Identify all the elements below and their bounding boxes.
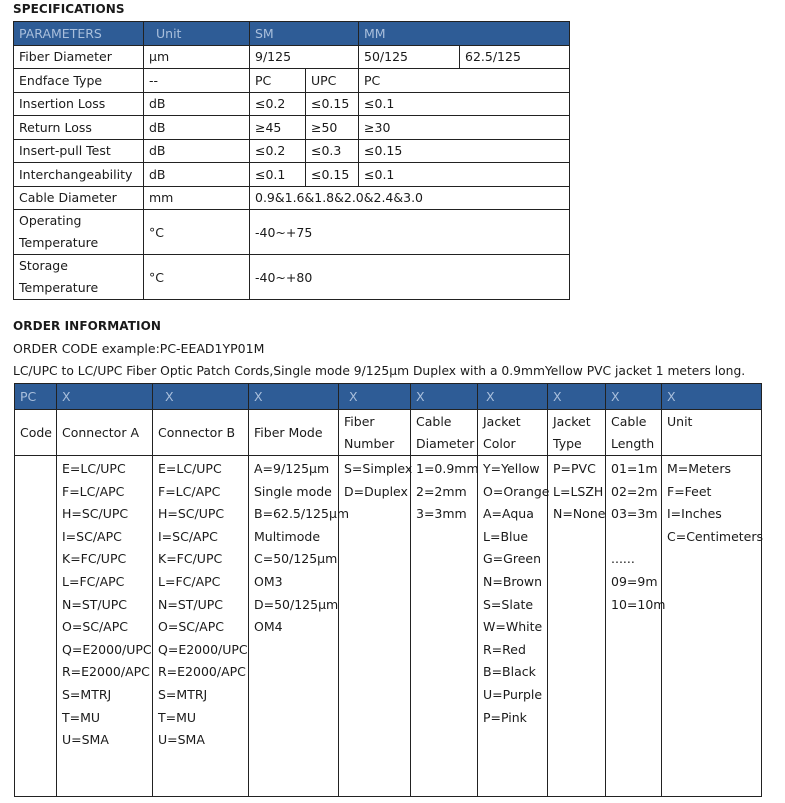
spec-unit: dB — [144, 116, 250, 140]
order-header-cell: X — [411, 384, 478, 410]
spec-unit: dB — [144, 139, 250, 163]
order-values-cell — [662, 456, 762, 797]
order-values-cell — [606, 456, 666, 797]
spec-header-cell: PARAMETERS — [14, 22, 144, 46]
spec-mm: ≥30 — [359, 116, 570, 140]
order-option: D=50/125μm — [254, 596, 339, 612]
order-option: U=SMA — [62, 732, 109, 748]
order-option: I=Inches — [667, 506, 722, 522]
order-option: O=SC/APC — [62, 619, 129, 635]
spec-unit: mm — [144, 186, 250, 210]
order-values-cell — [548, 456, 606, 797]
order-values-cell — [153, 456, 249, 797]
order-column-label: Code — [15, 410, 57, 456]
spec-param: Fiber Diameter — [14, 45, 144, 69]
spec-mm: ≤0.15 — [359, 139, 570, 163]
order-option: I=SC/APC — [62, 528, 122, 544]
spec-sm-pc: ≤0.2 — [250, 139, 306, 163]
order-option: H=SC/UPC — [62, 506, 129, 522]
order-column-label: Jacket Type — [548, 410, 606, 456]
order-header-cell: X — [606, 384, 662, 410]
order-option: A=9/125μm — [254, 461, 330, 476]
order-option: Single mode — [254, 483, 332, 499]
order-option: P=Pink — [483, 709, 527, 725]
order-values-cell — [249, 456, 350, 797]
spec-unit: dB — [144, 92, 250, 116]
spec-value: 0.9&1.6&1.8&2.0&2.4&3.0 — [250, 186, 570, 210]
order-option: K=FC/UPC — [62, 551, 127, 567]
spec-param: Return Loss — [14, 116, 144, 140]
order-column-label: Jacket Color — [478, 410, 548, 456]
spec-header-cell: SM — [250, 22, 359, 46]
spec-value: -40~+75 — [250, 210, 570, 255]
order-option: E=LC/UPC — [158, 461, 222, 476]
order-option: N=ST/UPC — [158, 596, 224, 612]
order-option: N=ST/UPC — [62, 596, 128, 612]
order-option: 1=0.9mm — [416, 461, 479, 476]
order-option: ...... — [611, 551, 635, 567]
order-option: U=SMA — [158, 732, 205, 748]
order-option: Y=Yellow — [483, 461, 540, 476]
order-option: 03=3m — [611, 506, 658, 522]
spec-header-row — [14, 22, 570, 46]
order-values-cell — [15, 456, 57, 797]
spec-param: Storage Temperature — [14, 255, 144, 300]
spec-row — [14, 45, 570, 69]
order-header-cell: X — [249, 384, 339, 410]
order-option: K=FC/UPC — [158, 551, 223, 567]
order-column-labels — [15, 410, 762, 456]
order-option: L=LSZH — [553, 483, 604, 499]
order-option: 09=9m — [611, 573, 658, 589]
order-option: M=Meters — [667, 461, 731, 476]
spec-sm-pc: ≥45 — [250, 116, 306, 140]
order-option: R=Red — [483, 641, 526, 657]
order-option: S=MTRJ — [62, 686, 112, 702]
order-column-label: Unit — [662, 410, 762, 456]
spec-param: Cable Diameter — [14, 186, 144, 210]
spec-header-cell: MM — [359, 22, 570, 46]
order-option: L=Blue — [483, 528, 529, 544]
order-option: F=LC/APC — [158, 483, 221, 499]
order-option: S=MTRJ — [158, 686, 208, 702]
order-option: T=MU — [62, 709, 101, 725]
order-column-label: Fiber Number — [339, 410, 411, 456]
order-column-label: Cable Diameter — [411, 410, 478, 456]
order-option: OM4 — [254, 619, 283, 635]
spec-param: Operating Temperature — [14, 210, 144, 255]
order-option: B=62.5/125μm — [254, 506, 350, 522]
spec-param: Interchangeability — [14, 163, 144, 187]
order-code-example: ORDER CODE example:PC-EEAD1YP01M — [13, 341, 265, 356]
spec-mm: 62.5/125 — [460, 45, 570, 69]
order-heading: ORDER INFORMATION — [13, 319, 162, 333]
order-option: O=SC/APC — [158, 619, 225, 635]
order-option: D=Duplex — [344, 483, 408, 499]
order-option: G=Green — [483, 551, 542, 567]
order-header-cell: X — [662, 384, 762, 410]
order-header-cell: X — [548, 384, 606, 410]
order-values-row — [15, 456, 762, 797]
spec-sm-upc: ≥50 — [306, 116, 359, 140]
order-option: Q=E2000/UPC — [62, 641, 152, 657]
order-option: W=White — [483, 619, 543, 635]
spec-row — [14, 186, 570, 210]
spec-row — [14, 92, 570, 116]
spec-sm-upc: ≤0.15 — [306, 163, 359, 187]
order-option: N=Brown — [483, 573, 543, 589]
order-option: 01=1m — [611, 461, 658, 476]
spec-row — [14, 69, 570, 93]
order-header-cell: X — [57, 384, 153, 410]
order-option: L=FC/APC — [62, 573, 125, 589]
spec-unit: dB — [144, 163, 250, 187]
order-option: C=Centimeters — [667, 528, 764, 544]
specifications-table — [13, 21, 570, 300]
order-option: F=LC/APC — [62, 483, 125, 499]
order-option: Q=E2000/UPC — [158, 641, 248, 657]
spec-row — [14, 210, 570, 255]
spec-row — [14, 116, 570, 140]
order-header-cell: X — [478, 384, 548, 410]
spec-mm: 50/125 — [359, 45, 460, 69]
spec-header-cell: Unit — [144, 22, 250, 46]
order-option: R=E2000/APC — [158, 664, 246, 680]
spec-sm-pc: PC — [250, 69, 306, 93]
order-values-cell — [57, 456, 153, 797]
spec-param: Insertion Loss — [14, 92, 144, 116]
order-option: A=Aqua — [483, 506, 534, 522]
spec-mm: ≤0.1 — [359, 92, 570, 116]
order-option: 2=2mm — [416, 483, 467, 499]
order-values-cell — [339, 456, 411, 797]
order-option: 10=10m — [611, 596, 666, 612]
spec-param: Insert-pull Test — [14, 139, 144, 163]
order-option: U=Purple — [483, 686, 543, 702]
order-option: Multimode — [254, 528, 321, 544]
order-header-cell: X — [339, 384, 411, 410]
spec-sm-upc: ≤0.3 — [306, 139, 359, 163]
order-column-label: Fiber Mode — [249, 410, 339, 456]
order-option: OM3 — [254, 573, 283, 589]
order-option: P=PVC — [553, 461, 596, 476]
order-option: R=E2000/APC — [62, 664, 150, 680]
order-column-label: Cable Length — [606, 410, 662, 456]
spec-sm-upc: ≤0.15 — [306, 92, 359, 116]
order-header-cell: PC — [15, 384, 57, 410]
spec-row — [14, 255, 570, 300]
spec-row — [14, 139, 570, 163]
spec-unit: °C — [144, 210, 250, 255]
order-option — [611, 526, 661, 549]
order-option: F=Feet — [667, 483, 712, 499]
spec-value: -40~+80 — [250, 255, 570, 300]
order-option: 3=3mm — [416, 506, 467, 522]
order-values-cell — [411, 456, 478, 797]
order-option: L=FC/APC — [158, 573, 221, 589]
order-option: H=SC/UPC — [158, 506, 225, 522]
spec-sm-pc: ≤0.2 — [250, 92, 306, 116]
order-option: C=50/125μm — [254, 551, 338, 567]
order-header-row — [15, 384, 762, 410]
specifications-heading: SPECIFICATIONS — [13, 2, 125, 16]
order-option: S=Slate — [483, 596, 534, 612]
spec-row — [14, 163, 570, 187]
spec-sm-pc: ≤0.1 — [250, 163, 306, 187]
spec-mm: ≤0.1 — [359, 163, 570, 187]
order-header-cell: X — [153, 384, 249, 410]
order-description: LC/UPC to LC/UPC Fiber Optic Patch Cords,Single mode 9/125μm Duplex with a 0.9mmYellow PVC jacket 1 meters long. — [13, 364, 746, 378]
spec-unit: °C — [144, 255, 250, 300]
order-option: S=Simplex — [344, 461, 413, 476]
order-option: E=LC/UPC — [62, 461, 126, 476]
spec-sm-upc: UPC — [306, 69, 359, 93]
order-option: B=Black — [483, 664, 536, 680]
order-column-label: Connector B — [153, 410, 249, 456]
order-option: I=SC/APC — [158, 528, 218, 544]
spec-param: Endface Type — [14, 69, 144, 93]
spec-mm: PC — [359, 69, 570, 93]
order-option: N=None — [553, 506, 606, 522]
order-table — [14, 383, 762, 797]
order-column-label: Connector A — [57, 410, 153, 456]
spec-sm: 9/125 — [250, 45, 359, 69]
order-option: T=MU — [158, 709, 197, 725]
order-option: O=Orange — [483, 483, 550, 499]
spec-unit: μm — [144, 45, 250, 69]
order-values-cell — [478, 456, 548, 797]
order-option: 02=2m — [611, 483, 658, 499]
spec-unit: -- — [144, 69, 250, 93]
